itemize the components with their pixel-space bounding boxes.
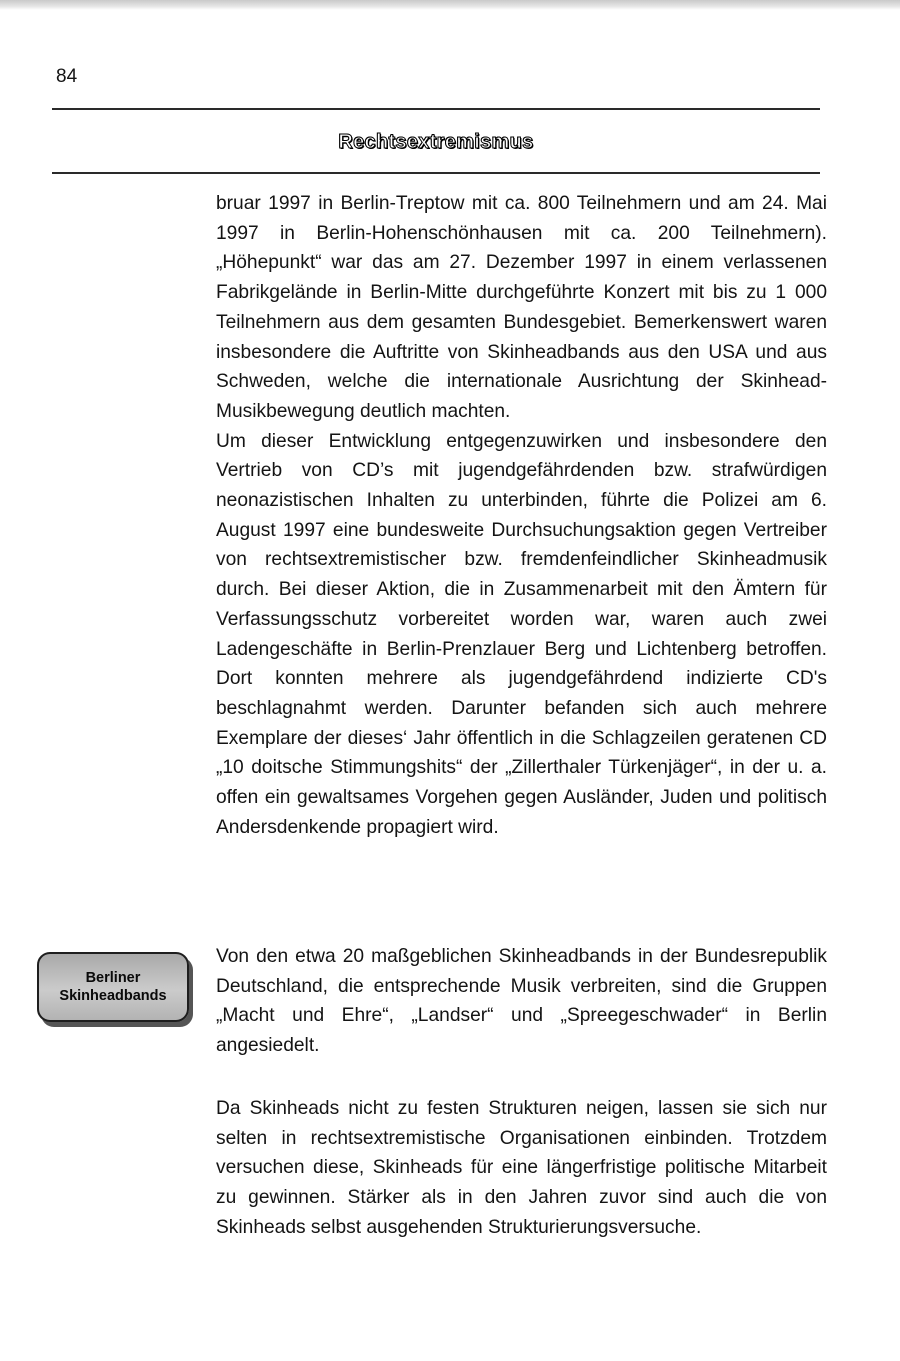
final-text-block — [216, 1094, 827, 1243]
scan-top-edge — [0, 0, 900, 10]
running-title: Rechtsextremismus — [338, 131, 534, 153]
header-rule-top — [52, 108, 820, 110]
bands-text-block — [216, 942, 827, 1061]
paragraph-structures: Da Skinheads nicht zu festen Strukturen neigen, lassen sie sich nur selten in rechtsextremistische Organisationen einbinden. Trotzdem versuchen diese, Skinheads für eine längerfristige politische Mitarbeit zu gewinnen. Stärker als in den Jahren zuvor sind auch die von Skinheads selbst ausgehenden Strukturierungsversuche. — [216, 1098, 827, 1238]
header-rule-bottom — [52, 172, 820, 174]
sidenote-berliner-skinheadbands — [37, 952, 189, 1022]
sidenote-label — [59, 969, 166, 1005]
sidenote-line-1: Berliner — [85, 970, 141, 986]
sidenote-line-2: Skinheadbands — [59, 988, 167, 1004]
page-number: 84 — [56, 66, 78, 87]
paragraph-berlin-bands: Von den etwa 20 maßgeblichen Skinheadbands in der Bundesrepublik Deutschland, die entsprechende Musik verbreiten, sind die Gruppen „Macht und Ehre“, „Landser“ und „Spreegeschwader“ in Berlin angesiedelt. — [216, 946, 827, 1057]
paragraph-search-action: Um dieser Entwicklung entgegenzuwirken und insbesondere den Vertrieb von CD’s mit jugendgefährdenden bzw. strafwürdigen neonazistischen Inhalten zu unterbinden, führte die Polizei am 6. August 1997 eine bundesweite Durchsuchungsaktion gegen Vertreiber von rechtsextremistischer bzw. fremdenfeindlicher Skinheadmusik durch. Bei dieser Aktion, die in Zusammenarbeit mit den Ämtern für Verfassungsschutz vorbereitet worden war, waren auch zwei Ladengeschäfte in Berlin-Prenzlauer Berg und Lichtenberg betroffen. Dort konnten mehrere als jugendgefährdend indizierte CD's beschlagnahmt werden. Darunter befanden sich auch mehrere Exemplare der dieses‘ Jahr öffentlich in die Schlagzeilen geratenen CD „10 doitsche Stimmungshits“ der „Zillerthaler Türkenjäger“, in der u. a. offen ein gewaltsames Vorgehen gegen Ausländer, Juden und politisch Andersdenkende propagiert wird. — [216, 430, 827, 838]
paragraph-concerts: bruar 1997 in Berlin-Treptow mit ca. 800 Teilnehmern und am 24. Mai 1997 in Berlin-Hohenschönhausen mit ca. 200 Teilnehmern). „Höhepunkt“ war das am 27. Dezember 1997 in einem verlassenen Fabrikgelände in Berlin-Mitte durchgeführte Konzert mit bis zu 1 000 Teilnehmern aus dem gesamten Bundesgebiet. Bemerkenswert waren insbesondere die Auftritte von Skinheadbands aus den USA und aus Schweden, welche die internationale Ausrichtung der Skinhead-Musikbewegung deutlich machten. — [216, 193, 827, 422]
main-text-block — [216, 189, 827, 842]
